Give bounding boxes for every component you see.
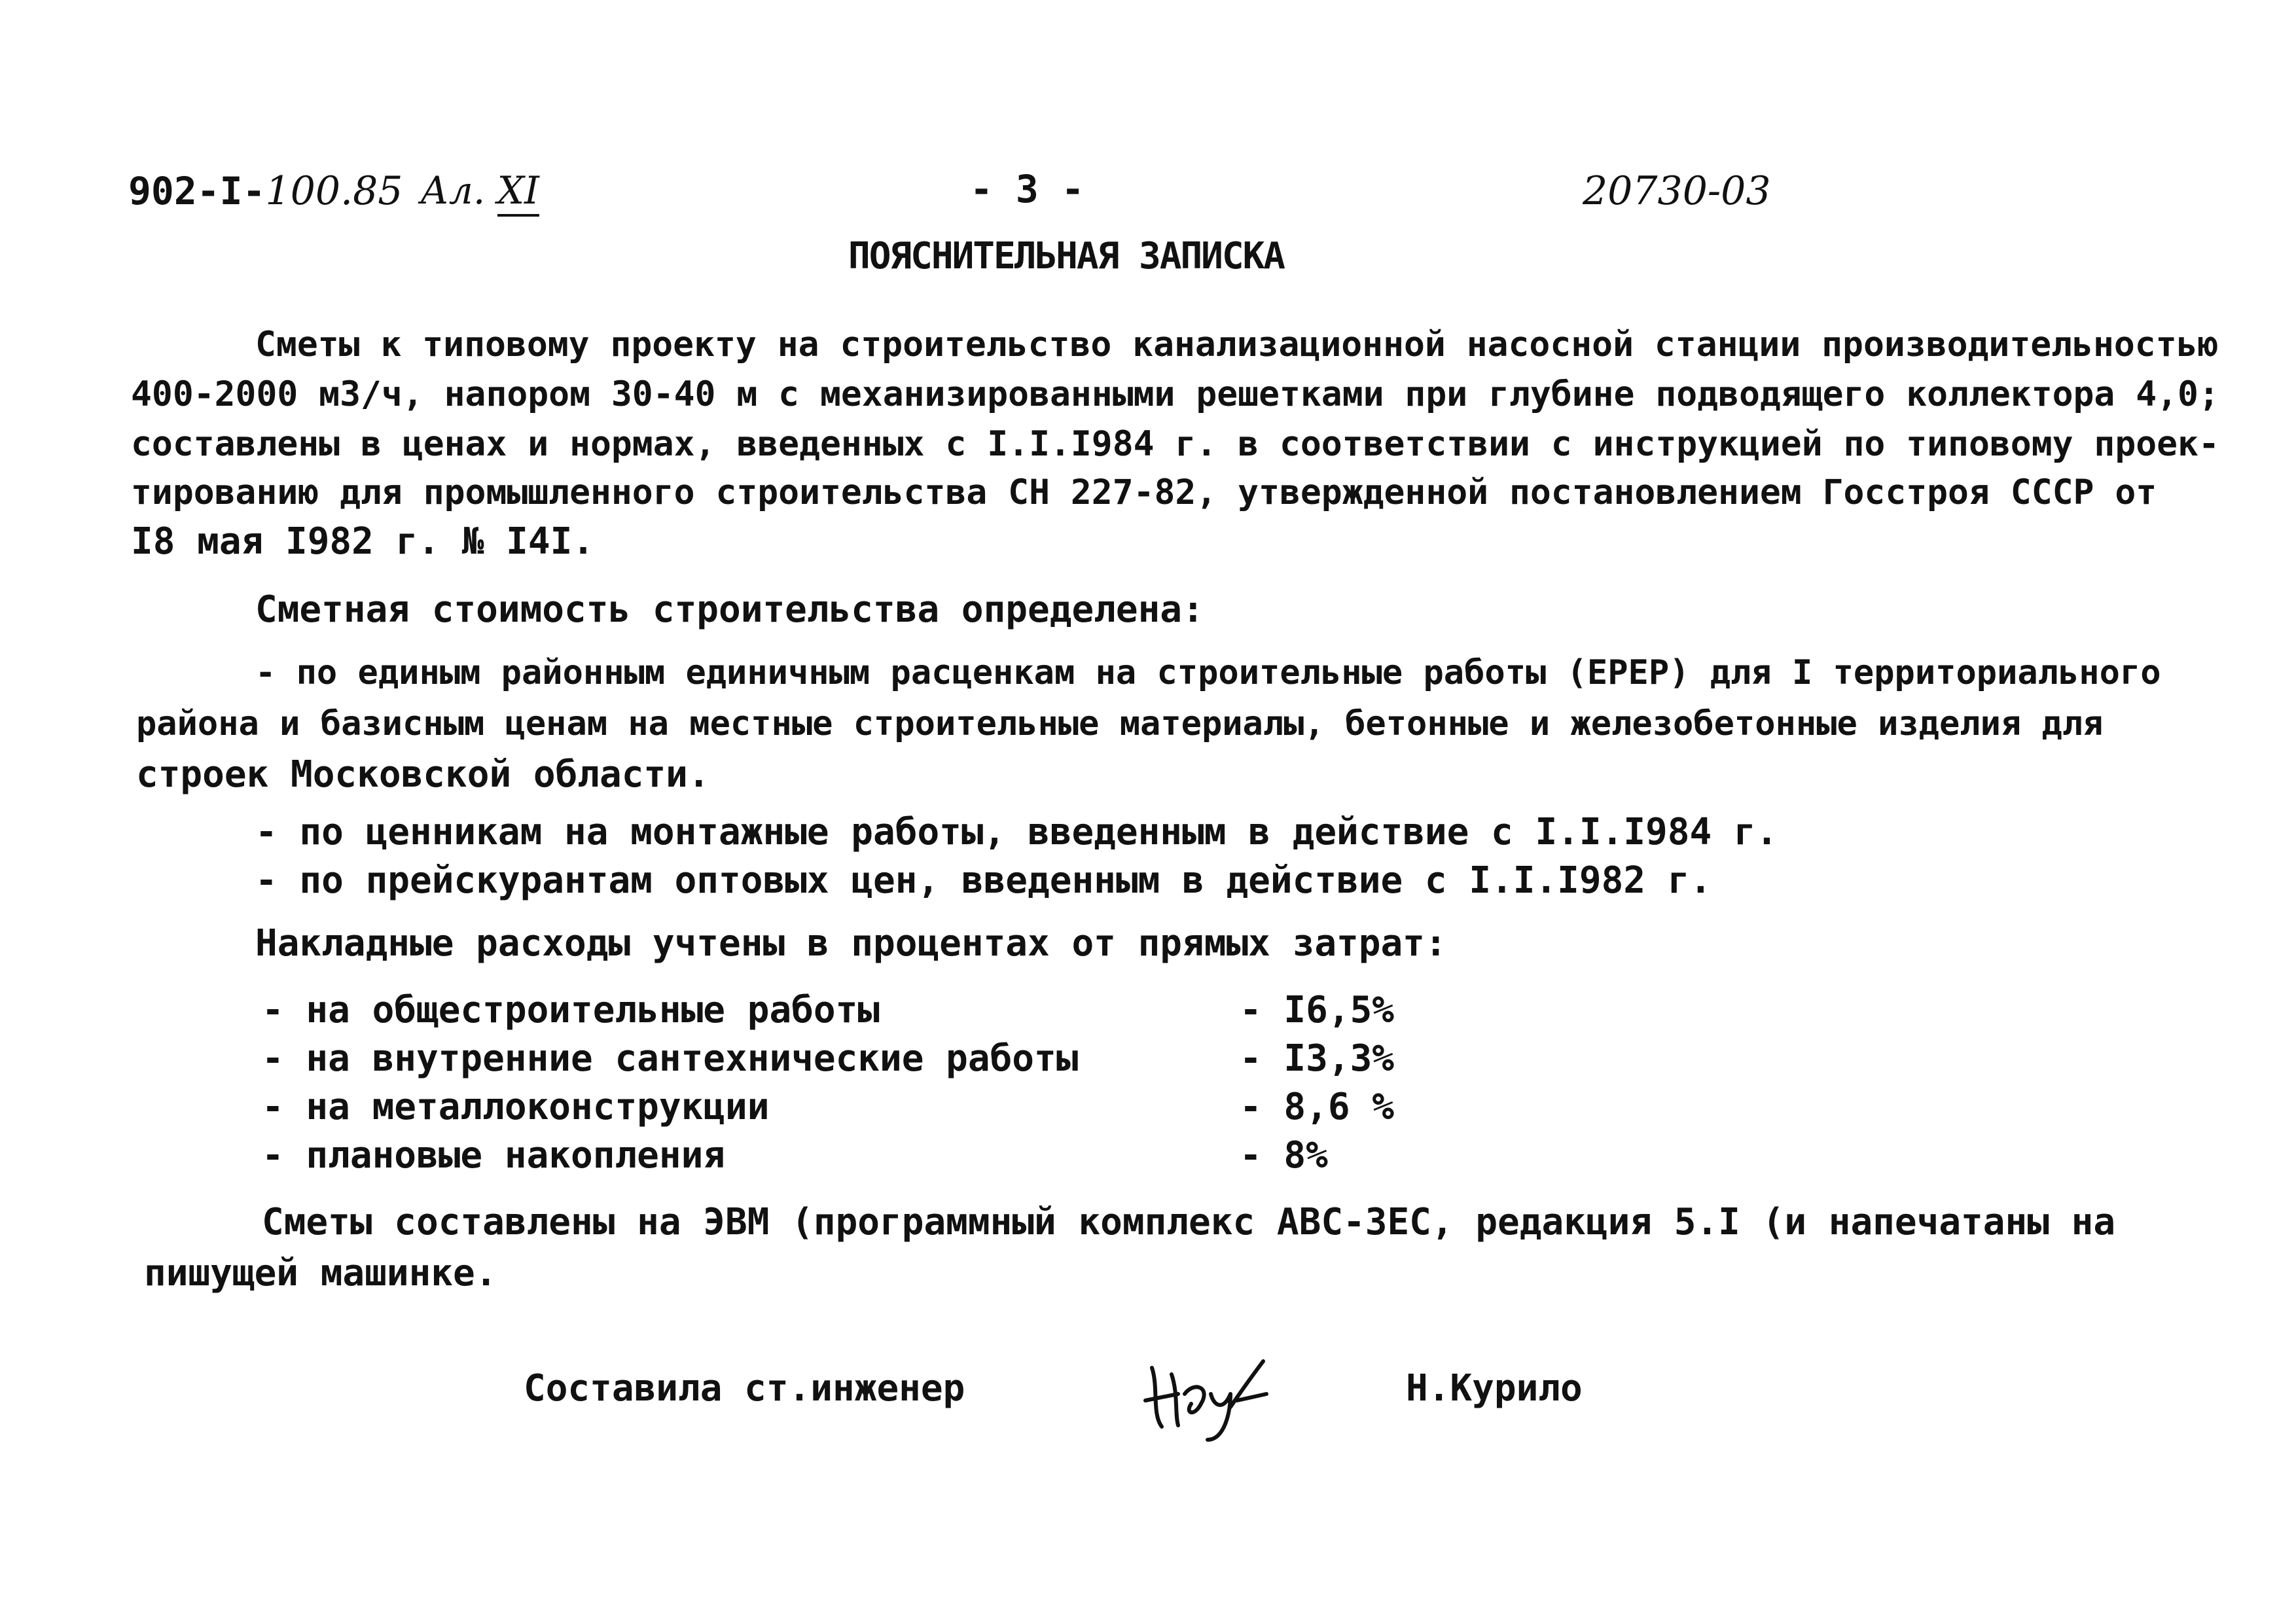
document-code [128, 168, 403, 214]
overhead-rate-value: - 8% [1240, 1134, 1328, 1177]
overhead-rate-value: - I3,3% [1240, 1037, 1395, 1080]
overhead-rate-value: - I6,5% [1240, 989, 1395, 1031]
document-code-prefix: 902-I- [128, 169, 266, 213]
album-roman-number: XI [497, 168, 539, 217]
intro-line-2: 400-2000 м3/ч, напором 30-40 м с механизированными решетками при глубине подводящего коллектора 4,0; [131, 374, 2219, 414]
intro-line-1: Сметы к типовому проекту на строительство канализационной насосной станции производительностью [255, 325, 2219, 365]
overhead-rate-label: - плановые накопления [262, 1134, 726, 1177]
cost-item-2: - по ценникам на монтажные работы, введенным в действие с I.I.I984 г. [255, 811, 1778, 853]
computer-note-line-1: Сметы составлены на ЭВМ (программный комплекс АВС-ЗЕС, редакция 5.I (и напечатаны на [262, 1201, 2116, 1243]
overhead-rate-value: - 8,6 % [1240, 1086, 1395, 1128]
cost-item-1-line-3: строек Московской области. [136, 753, 710, 796]
album-number [420, 168, 539, 213]
intro-line-5: I8 мая I982 г. № I4I. [131, 520, 595, 563]
signature-role: Составила ст.инженер [524, 1367, 965, 1410]
album-prefix: Ал. [420, 168, 486, 213]
page-number: - 3 - [970, 167, 1085, 211]
cost-heading: Сметная стоимость строительства определена: [255, 588, 1204, 631]
signature-svg [1132, 1348, 1276, 1446]
overhead-rate-label: - на внутренние сантехнические работы [262, 1037, 1079, 1080]
overhead-rate-label: - на металлоконструкции [262, 1086, 770, 1128]
signatory-name: Н.Курило [1406, 1367, 1583, 1410]
cost-item-3: - по прейскурантам оптовых цен, введенным в действие с I.I.I982 г. [255, 859, 1712, 902]
cost-item-1-line-2: района и базисным ценам на местные строительные материалы, бетонные и железобетонные изделия для [136, 704, 2104, 743]
overhead-rate-label: - на общестроительные работы [262, 989, 880, 1031]
computer-note-line-2: пишущей машинке. [144, 1252, 497, 1294]
document-code-handwritten: 100.85 [265, 168, 403, 214]
handwritten-signature [1132, 1348, 1276, 1446]
overhead-heading: Накладные расходы учтены в процентах от прямых затрат: [255, 922, 1447, 965]
cost-item-1-line-1: - по единым районным единичным расценкам на строительные работы (ЕРЕР) для I территориального [255, 653, 2161, 692]
page-title: ПОЯСНИТЕЛЬНАЯ ЗАПИСКА [848, 235, 1285, 277]
intro-line-3: составлены в ценах и нормах, введенных с I.I.I984 г. в соответствии с инструкцией по типовому проек- [131, 424, 2219, 464]
archive-number: 20730-03 [1583, 168, 1771, 214]
intro-line-4: тированию для промышленного строительства СН 227-82, утвержденной постановлением Госстроя СССР от [131, 473, 2157, 512]
